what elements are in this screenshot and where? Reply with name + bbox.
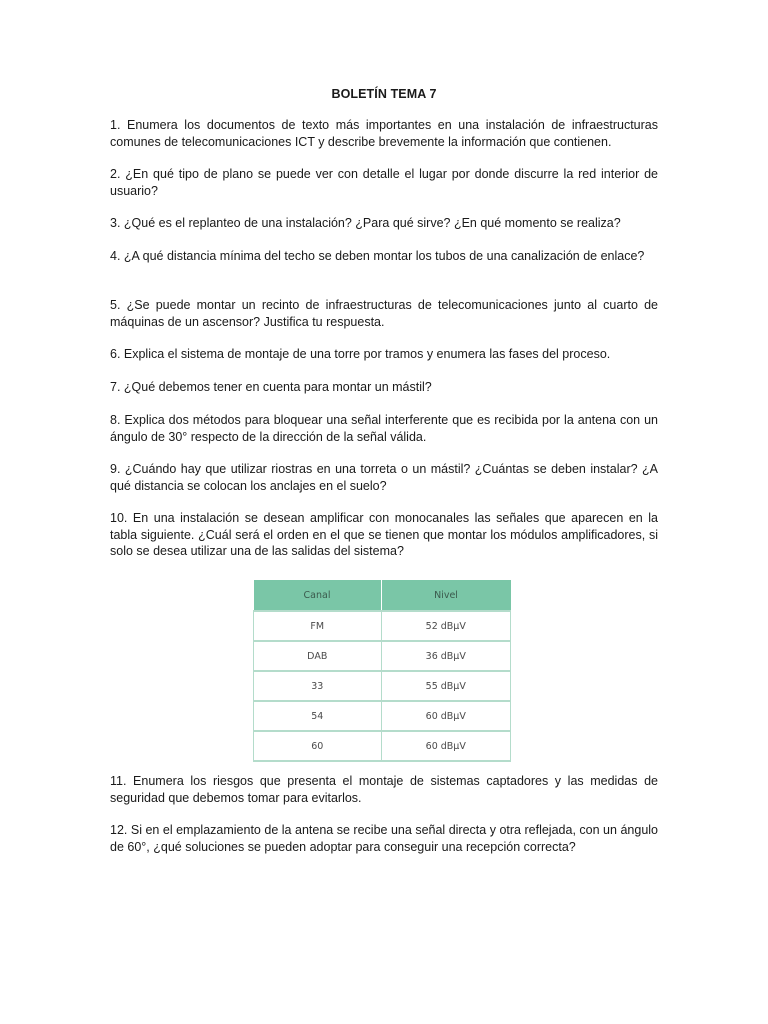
table-cell-canal: DAB: [254, 641, 382, 671]
question-3: 3. ¿Qué es el replanteo de una instalación? ¿Para qué sirve? ¿En qué momento se realiza?: [110, 216, 621, 230]
table-header-row: [254, 580, 511, 611]
table-cell-nivel: 36 dBμV: [381, 641, 510, 671]
question-11: 11. Enumera los riesgos que presenta el montaje de sistemas captadores y las medidas de seguridad que debemos tomar para evitarlos.: [110, 774, 658, 805]
table-row: [254, 731, 511, 761]
document-title: BOLETÍN TEMA 7: [331, 87, 437, 101]
table-header-nivel: Nivel: [381, 580, 510, 611]
question-6: 6. Explica el sistema de montaje de una torre por tramos y enumera las fases del proceso.: [110, 347, 611, 361]
channel-level-table: [253, 580, 511, 752]
table-cell-nivel: 55 dBμV: [381, 671, 510, 701]
table-row: [254, 671, 511, 701]
question-9: 9. ¿Cuándo hay que utilizar riostras en una torreta o un mástil? ¿Cuántas se deben instalar? ¿A qué distancia se colocan los anclajes en el suelo?: [110, 462, 658, 493]
table-cell-nivel: 52 dBμV: [381, 611, 510, 641]
question-4: 4. ¿A qué distancia mínima del techo se deben montar los tubos de una canalización de enlace?: [110, 249, 645, 263]
table-row: [254, 701, 511, 731]
table-row: [254, 611, 511, 641]
table-cell-nivel: 60 dBμV: [381, 731, 510, 761]
table-cell-canal: FM: [254, 611, 382, 641]
table-cell-canal: 60: [254, 731, 382, 761]
table-cell-nivel: 60 dBμV: [381, 701, 510, 731]
question-10: 10. En una instalación se desean amplificar con monocanales las señales que aparecen en la tabla siguiente. ¿Cuál será el orden en el que se tienen que montar los módulos amplificadores, si solo se desea utilizar una de las salidas del sistema?: [110, 511, 658, 558]
question-7: 7. ¿Qué debemos tener en cuenta para montar un mástil?: [110, 380, 432, 394]
table-header-canal: Canal: [254, 580, 382, 611]
question-2: 2. ¿En qué tipo de plano se puede ver con detalle el lugar por donde discurre la red interior de usuario?: [110, 167, 658, 198]
question-1: 1. Enumera los documentos de texto más importantes en una instalación de infraestructuras comunes de telecomunicaciones ICT y describe brevemente la información que contienen.: [110, 118, 658, 149]
question-12: 12. Si en el emplazamiento de la antena se recibe una señal directa y otra reflejada, con un ángulo de 60°, ¿qué soluciones se pueden adoptar para conseguir una recepción correcta?: [110, 823, 658, 854]
question-8: 8. Explica dos métodos para bloquear una señal interferente que es recibida por la antena con un ángulo de 30° respecto de la dirección de la señal válida.: [110, 413, 658, 444]
table-cell-canal: 54: [254, 701, 382, 731]
table-row: [254, 641, 511, 671]
table-cell-canal: 33: [254, 671, 382, 701]
question-5: 5. ¿Se puede montar un recinto de infraestructuras de telecomunicaciones junto al cuarto de máquinas de un ascensor? Justifica tu respuesta.: [110, 298, 658, 329]
